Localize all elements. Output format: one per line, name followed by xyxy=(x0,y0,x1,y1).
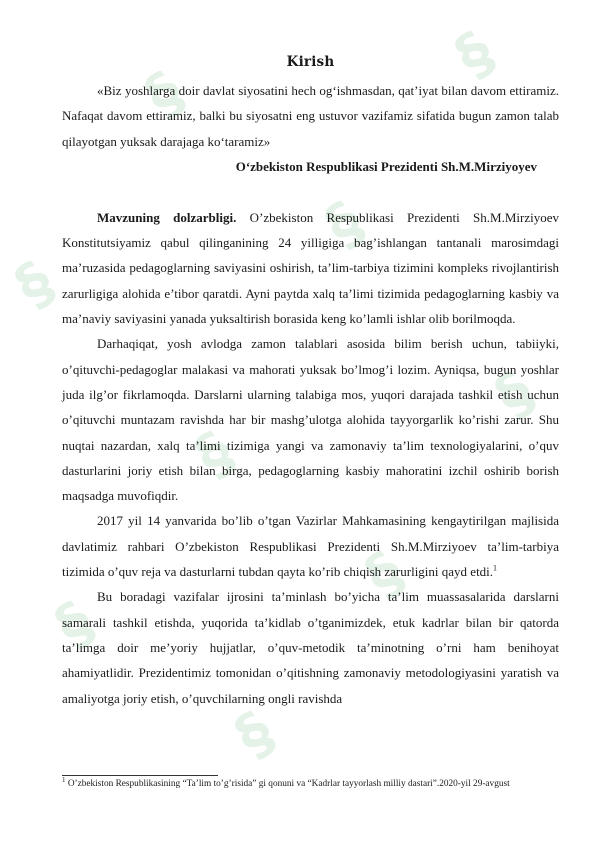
paragraph-relevance xyxy=(62,205,559,331)
watermark-glyph: § xyxy=(3,247,66,321)
watermark-glyph: § xyxy=(483,357,546,431)
watermark-glyph: § xyxy=(133,57,196,131)
paragraph-text: O’zbekiston Respublikasi Prezidenti Sh.M.Mirziyoev Konstitutsiyamiz qabul qilinganining 24 yilligiga bag’ishlangan tantanali marosimdagi ma’ruzasida pedagoglarning saviyasini oshirish, ta’lim-tarbiya tizimini kompleks rivojlantirish zarurligiga alohida e’tibor qaratdi. Ayni paytda xalq ta’limi tizimida pedagoglarning kasbiy va ma’naviy saviyasini yanada yuksaltirish borasida keng ko’lamli ishlar olib borilmoqda. xyxy=(62,209,559,327)
footnote xyxy=(62,775,562,790)
epigraph-author: O‘zbekiston Respublikasi Prezidenti Sh.M.Mirziyoyev xyxy=(235,158,537,174)
page-title: Kirish xyxy=(286,54,335,70)
watermark-glyph: § xyxy=(443,17,506,91)
watermark-glyph: § xyxy=(353,537,416,611)
watermark-glyph: § xyxy=(43,587,106,661)
paragraph xyxy=(62,508,559,584)
paragraph-lead: Mavzuning dolzarbligi. xyxy=(97,209,237,225)
document-page xyxy=(62,54,559,711)
watermark-glyph: § xyxy=(313,187,376,261)
watermark-glyph: § xyxy=(223,697,286,771)
paragraph: Bu boradagi vazifalar ijrosini ta’minlash bo’yicha ta’lim muassasalarida darslarni samarali tashkil etishda, yuqorida ta’kidlab o’tganimizdek, etuk kadrlar bilan bir qatorda ta’limga doir me’yoriy hujjatlar, o’quv-metodik ta’minotning o’rni ham benihoyat ahamiyatlidir. Prezidentimiz tomonidan o’qitishning zamonaviy metodologiyasini yaratish va amaliyotga joriy etish, o’quvchilarning ongli ravishda xyxy=(62,589,559,706)
footnote-number: 1 xyxy=(62,775,66,784)
footnote-text: O’zbekiston Respublikasining “Ta’lim to’g’risida” gi qonuni va “Kadrlar tayyorlash milliy dastari”.2020-yil 29-avgust xyxy=(65,779,510,789)
watermark-glyph: § xyxy=(183,417,246,491)
paragraph-text: 2017 yil 14 yanvarida bo’lib o’tgan Vazirlar Mahkamasining kengaytirilgan majlisida davlatimiz rahbari O’zbekiston Respublikasi Prezidenti Sh.M.Mirziyoev ta’lim-tarbiya tizimida o’quv reja va dasturlarni tubdan qayta ko’rib chiqish zarurligini qayd etdi. xyxy=(62,513,559,580)
footnote-reference[interactable]: 1 xyxy=(493,563,498,573)
paragraph: Darhaqiqat, yosh avlodga zamon talablari asosida bilim berish uchun, tabiiyki, o’qituvchi-pedagoglar malakasi va mahorati yuksak bo’lmog’i lozim. Ayniqsa, bugun yoshlar juda ilg’or fikrlamoqda. Darslarni ularning talabiga mos, yuqori darajada tashkil etish uchun o’qituvchi muntazam ravishda har bir mashg’ulotga alohida tayyorgarlik ko’rishi zarur. Shu nuqtai nazardan, xalq ta’limi tizimiga yangi va zamonaviy ta’lim texnologiyalarini, o’quv dasturlarini joriy etish bilan birga, pedagoglarning kasbiy mahoratini izchil oshirib borish maqsadga muvofiqdir. xyxy=(62,336,559,504)
footnote-divider xyxy=(62,775,218,776)
epigraph-quote: «Biz yoshlarga doir davlat siyosatini hech og‘ishmasdan, qat’iyat bilan davom ettiramiz. Nafaqat davom ettiramiz, balki bu siyosatni eng ustuvor vazifamiz sifatida bugun zamon talab qilayotgan yuksak darajaga ko‘taramiz» xyxy=(62,83,559,149)
